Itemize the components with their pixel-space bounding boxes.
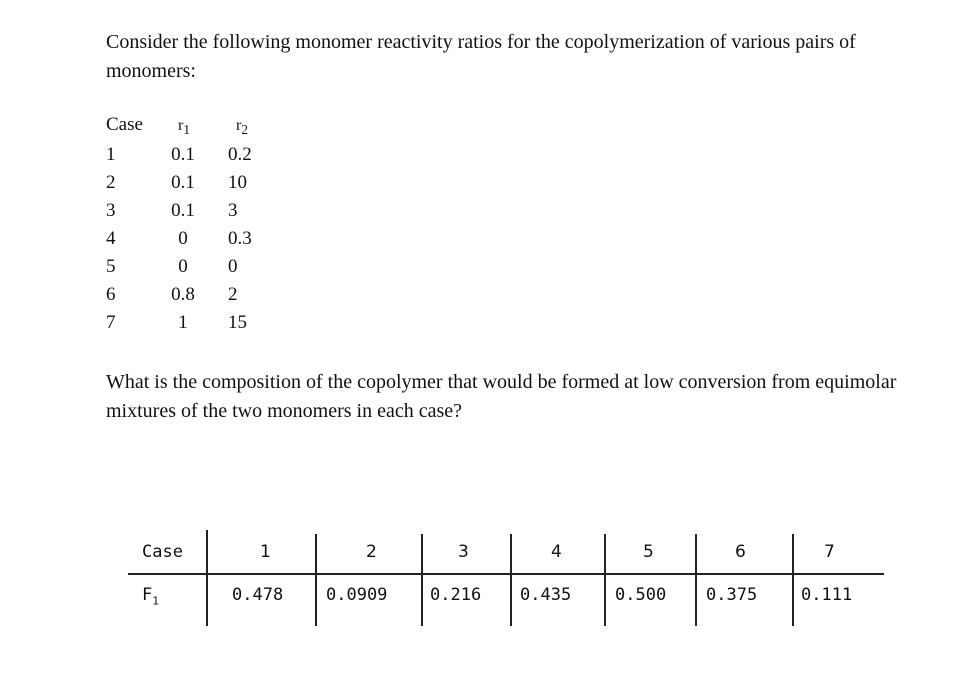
answer-case-number: 1 <box>260 542 271 562</box>
header-r2: $r_2$ <box>236 117 248 138</box>
row-r1: 0.8 <box>171 284 195 305</box>
row-r2: 0.3 <box>228 228 252 249</box>
answer-case-number: 5 <box>643 542 654 562</box>
answer-case-number: 3 <box>458 542 469 562</box>
header-r1: $r_1$ <box>178 117 190 138</box>
row-r1: 0.1 <box>171 200 195 221</box>
answer-case-label: Case <box>142 542 183 562</box>
row-case: 1 <box>106 144 116 165</box>
answer-f1-value: 0.0909 <box>326 585 388 605</box>
row-r2: 0.2 <box>228 144 252 165</box>
answer-f1-value: 0.478 <box>232 585 284 605</box>
row-r1: 0 <box>178 256 188 277</box>
table-divider <box>421 534 423 626</box>
row-r2: 15 <box>228 312 247 333</box>
row-r1: 0 <box>178 228 188 249</box>
table-divider <box>604 534 606 626</box>
row-r2: 3 <box>228 200 238 221</box>
table-divider <box>206 530 208 626</box>
row-case: 2 <box>106 172 116 193</box>
row-case: 5 <box>106 256 116 277</box>
row-r1: 0.1 <box>171 172 195 193</box>
row-case: 4 <box>106 228 116 249</box>
table-divider <box>792 534 794 626</box>
table-divider <box>695 534 697 626</box>
answer-f1-label: $F_1$ <box>142 585 159 608</box>
row-r2: 2 <box>228 284 238 305</box>
answer-case-number: 2 <box>366 542 377 562</box>
answer-case-number: 6 <box>735 542 746 562</box>
intro-paragraph: Consider the following monomer reactivity ratios for the copolymerization of various pairs of monomers: <box>106 31 856 82</box>
answer-case-number: 7 <box>824 542 835 562</box>
table-divider <box>510 534 512 626</box>
answer-case-number: 4 <box>551 542 562 562</box>
row-case: 7 <box>106 312 116 333</box>
row-r1: 0.1 <box>171 144 195 165</box>
answer-f1-value: 0.435 <box>520 585 572 605</box>
answer-f1-value: 0.111 <box>801 585 853 605</box>
answer-f1-value: 0.375 <box>706 585 758 605</box>
table-horizontal-rule <box>128 573 884 575</box>
answer-f1-value: 0.500 <box>615 585 667 605</box>
row-r2: 0 <box>228 256 238 277</box>
question-paragraph: What is the composition of the copolymer that would be formed at low conversion from equimolar mixtures of the two monomers in each case? <box>106 371 897 422</box>
row-r2: 10 <box>228 172 247 193</box>
row-r1: 1 <box>178 312 188 333</box>
answer-f1-value: 0.216 <box>430 585 482 605</box>
header-case: Case <box>106 114 143 135</box>
row-case: 3 <box>106 200 116 221</box>
table-divider <box>315 534 317 626</box>
copolymer-composition-table <box>128 530 884 626</box>
row-case: 6 <box>106 284 116 305</box>
